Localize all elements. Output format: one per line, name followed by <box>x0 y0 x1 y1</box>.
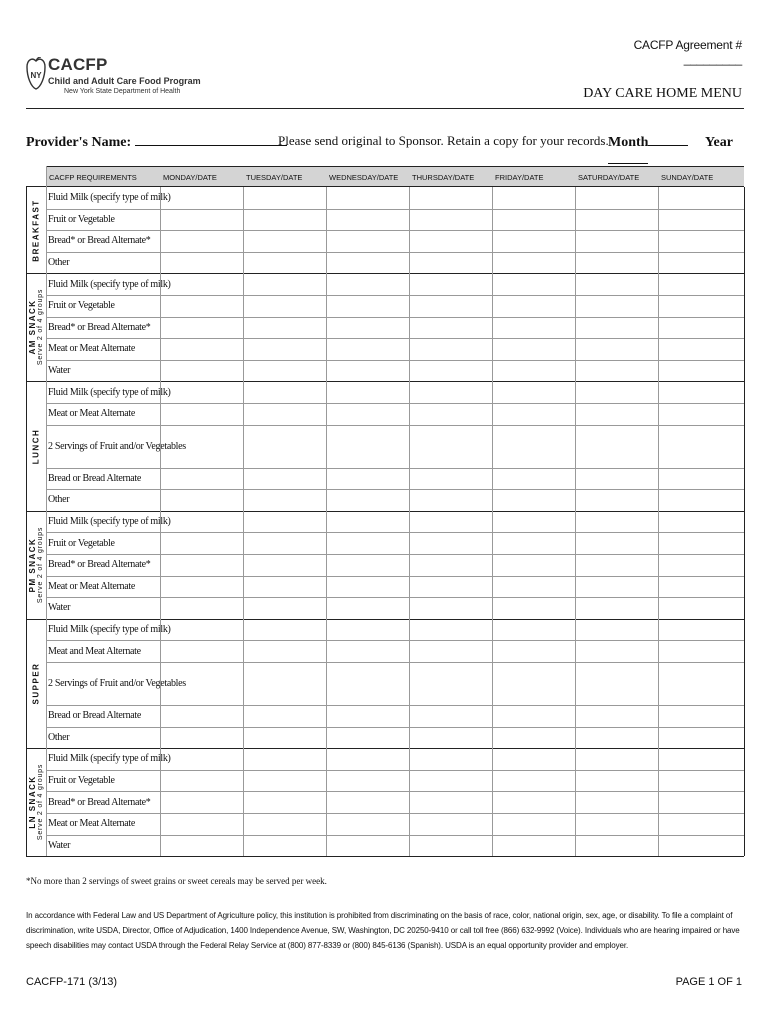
menu-entry-cell[interactable] <box>575 295 658 317</box>
menu-entry-cell[interactable] <box>575 770 658 792</box>
menu-entry-cell[interactable] <box>575 317 658 339</box>
menu-entry-cell[interactable] <box>492 338 575 360</box>
page-number: PAGE 1 OF 1 <box>675 976 742 988</box>
menu-entry-cell[interactable] <box>243 468 326 490</box>
menu-entry-cell[interactable] <box>409 338 492 360</box>
menu-entry-cell[interactable] <box>243 770 326 792</box>
menu-entry-cell[interactable] <box>658 403 744 425</box>
menu-entry-cell[interactable] <box>243 403 326 425</box>
menu-entry-cell[interactable] <box>658 511 744 533</box>
requirement-label: Bread or Bread Alternate <box>48 710 142 722</box>
column-header: WEDNESDAY/DATE <box>326 166 409 187</box>
menu-entry-cell[interactable] <box>326 187 409 209</box>
menu-entry-cell[interactable] <box>326 791 409 813</box>
menu-entry-cell[interactable] <box>409 727 492 749</box>
requirement-label: Water <box>48 365 71 377</box>
menu-entry-cell[interactable] <box>409 576 492 598</box>
menu-entry-cell[interactable] <box>409 705 492 727</box>
menu-entry-cell[interactable] <box>658 360 744 382</box>
meal-label-text <box>28 764 44 840</box>
meal-name: PM SNACK <box>28 537 38 593</box>
column-divider <box>243 187 244 856</box>
menu-entry-cell[interactable] <box>160 619 243 641</box>
year-label: Year <box>704 135 733 150</box>
logo-program: Child and Adult Care Food Program <box>48 76 201 86</box>
form-number: CACFP-171 (3/13) <box>26 976 118 988</box>
menu-entry-cell[interactable] <box>243 489 326 511</box>
menu-entry-cell[interactable] <box>243 835 326 857</box>
menu-entry-cell[interactable] <box>575 748 658 770</box>
column-divider <box>658 187 659 856</box>
menu-entry-cell[interactable] <box>492 791 575 813</box>
menu-entry-cell[interactable] <box>658 468 744 490</box>
requirement-label: Water <box>48 839 71 851</box>
meal-serving-rule: Serve 2 of 4 groups <box>37 289 45 366</box>
menu-entry-cell[interactable] <box>160 252 243 274</box>
meal-name: AM SNACK <box>28 299 38 355</box>
apple-logo-icon <box>26 57 46 91</box>
menu-entry-cell[interactable] <box>160 511 243 533</box>
menu-entry-cell[interactable] <box>326 511 409 533</box>
menu-entry-cell[interactable] <box>243 748 326 770</box>
menu-entry-cell[interactable] <box>326 554 409 576</box>
menu-entry-cell[interactable] <box>326 576 409 598</box>
menu-entry-cell[interactable] <box>160 468 243 490</box>
menu-entry-cell[interactable] <box>492 662 575 705</box>
requirement-label: Fluid Milk (specify type of milk) <box>48 386 171 398</box>
year-line[interactable] <box>608 151 648 164</box>
menu-entry-cell[interactable] <box>658 425 744 468</box>
header-divider <box>26 108 744 109</box>
menu-entry-cell[interactable] <box>409 640 492 662</box>
requirement-label: Other <box>48 494 70 506</box>
menu-entry-cell[interactable] <box>575 662 658 705</box>
requirement-label: Meat and Meat Alternate <box>48 645 141 657</box>
menu-entry-cell[interactable] <box>409 532 492 554</box>
menu-entry-cell[interactable] <box>409 252 492 274</box>
menu-entry-cell[interactable] <box>243 576 326 598</box>
menu-entry-cell[interactable] <box>492 705 575 727</box>
menu-entry-cell[interactable] <box>575 338 658 360</box>
requirement-label: Fruit or Vegetable <box>48 775 115 787</box>
requirement-label: Bread or Bread Alternate <box>48 472 142 484</box>
menu-entry-cell[interactable] <box>409 273 492 295</box>
menu-entry-cell[interactable] <box>409 791 492 813</box>
menu-entry-cell[interactable] <box>243 705 326 727</box>
menu-entry-cell[interactable] <box>575 230 658 252</box>
menu-entry-cell[interactable] <box>575 576 658 598</box>
requirement-label: Bread* or Bread Alternate* <box>48 559 151 571</box>
menu-entry-cell[interactable] <box>492 295 575 317</box>
menu-entry-cell[interactable] <box>243 252 326 274</box>
menu-entry-cell[interactable] <box>492 576 575 598</box>
meal-label <box>26 511 46 619</box>
menu-entry-cell[interactable] <box>492 597 575 619</box>
menu-entry-cell[interactable] <box>492 425 575 468</box>
menu-entry-cell[interactable] <box>409 813 492 835</box>
menu-entry-cell[interactable] <box>243 338 326 360</box>
column-divider <box>409 187 410 856</box>
menu-entry-cell[interactable] <box>160 791 243 813</box>
menu-entry-cell[interactable] <box>492 532 575 554</box>
menu-entry-cell[interactable] <box>409 748 492 770</box>
menu-entry-cell[interactable] <box>160 187 243 209</box>
menu-entry-cell[interactable] <box>658 209 744 231</box>
menu-entry-cell[interactable] <box>409 187 492 209</box>
menu-entry-cell[interactable] <box>160 727 243 749</box>
menu-entry-cell[interactable] <box>243 554 326 576</box>
requirement-label: Water <box>48 602 71 614</box>
menu-entry-cell[interactable] <box>243 640 326 662</box>
menu-entry-cell[interactable] <box>658 187 744 209</box>
menu-entry-cell[interactable] <box>326 662 409 705</box>
column-header: SUNDAY/DATE <box>658 166 744 187</box>
requirement-label: Fluid Milk (specify type of milk) <box>48 278 171 290</box>
menu-entry-cell[interactable] <box>492 489 575 511</box>
menu-entry-cell[interactable] <box>326 403 409 425</box>
meal-label-text <box>32 428 41 464</box>
menu-entry-cell[interactable] <box>243 230 326 252</box>
meal-name: BREAKFAST <box>31 198 41 262</box>
meal-name: LN SNACK <box>28 775 38 829</box>
requirement-label: Meat or Meat Alternate <box>48 343 135 355</box>
meal-label-text <box>28 289 44 365</box>
menu-entry-cell[interactable] <box>243 727 326 749</box>
menu-entry-cell[interactable] <box>492 381 575 403</box>
requirement-label: Meat or Meat Alternate <box>48 408 135 420</box>
menu-entry-cell[interactable] <box>326 705 409 727</box>
menu-entry-cell[interactable] <box>160 425 243 468</box>
menu-entry-cell[interactable] <box>492 209 575 231</box>
menu-entry-cell[interactable] <box>409 770 492 792</box>
menu-entry-cell[interactable] <box>326 727 409 749</box>
menu-entry-cell[interactable] <box>658 317 744 339</box>
menu-entry-cell[interactable] <box>409 381 492 403</box>
grid-left-border <box>26 187 27 856</box>
menu-entry-cell[interactable] <box>326 813 409 835</box>
menu-entry-cell[interactable] <box>243 619 326 641</box>
menu-entry-cell[interactable] <box>658 748 744 770</box>
menu-entry-cell[interactable] <box>658 381 744 403</box>
menu-entry-cell[interactable] <box>160 813 243 835</box>
menu-entry-cell[interactable] <box>243 381 326 403</box>
menu-entry-cell[interactable] <box>492 230 575 252</box>
menu-entry-cell[interactable] <box>160 489 243 511</box>
menu-entry-cell[interactable] <box>160 705 243 727</box>
menu-entry-cell[interactable] <box>409 360 492 382</box>
requirement-label: Bread* or Bread Alternate* <box>48 796 151 808</box>
menu-entry-cell[interactable] <box>575 381 658 403</box>
menu-entry-cell[interactable] <box>575 403 658 425</box>
menu-entry-cell[interactable] <box>658 554 744 576</box>
menu-entry-cell[interactable] <box>575 705 658 727</box>
menu-entry-cell[interactable] <box>658 813 744 835</box>
menu-entry-cell[interactable] <box>326 230 409 252</box>
menu-entry-cell[interactable] <box>658 640 744 662</box>
menu-entry-cell[interactable] <box>575 187 658 209</box>
menu-entry-cell[interactable] <box>409 230 492 252</box>
menu-entry-cell[interactable] <box>409 619 492 641</box>
column-header: MONDAY/DATE <box>160 166 243 187</box>
menu-entry-cell[interactable] <box>160 360 243 382</box>
menu-entry-cell[interactable] <box>326 468 409 490</box>
menu-entry-cell[interactable] <box>575 813 658 835</box>
menu-entry-cell[interactable] <box>409 468 492 490</box>
menu-entry-cell[interactable] <box>160 532 243 554</box>
footnote: *No more than 2 servings of sweet grains or sweet cereals may be served per week. <box>26 876 327 886</box>
menu-entry-cell[interactable] <box>326 338 409 360</box>
corner-cell <box>26 166 46 187</box>
menu-entry-cell[interactable] <box>409 554 492 576</box>
menu-entry-cell[interactable] <box>160 209 243 231</box>
menu-entry-cell[interactable] <box>492 360 575 382</box>
menu-entry-cell[interactable] <box>492 770 575 792</box>
menu-entry-cell[interactable] <box>658 295 744 317</box>
menu-entry-cell[interactable] <box>658 727 744 749</box>
menu-entry-cell[interactable] <box>575 489 658 511</box>
menu-entry-cell[interactable] <box>160 597 243 619</box>
menu-entry-cell[interactable] <box>160 554 243 576</box>
requirement-label: Fruit or Vegetable <box>48 213 115 225</box>
nondiscrimination-statement: In accordance with Federal Law and US Department of Agriculture policy, this institution is prohibited from discriminating on the basis of race, color, national origin, sex, age, or disability. To file a complaint of discrimination, write USDA, Director, Office of Adjudication, 1400 Independence Avenue, SW, Washington, DC 20250-9410 or call toll free (866) 632-9992 (Voice). Individuals who are hearing impaired or have speech disabilities may contact USDA through the Federal Relay Service at (800) 877-8339 or (800) 845-6136 (Spanish). USDA is an equal opportunity provider and employer. <box>26 911 740 950</box>
column-divider <box>492 187 493 856</box>
provider-name-line[interactable] <box>135 133 287 146</box>
requirement-label: Other <box>48 731 70 743</box>
menu-entry-cell[interactable] <box>575 360 658 382</box>
meal-label <box>26 748 46 856</box>
menu-entry-cell[interactable] <box>575 835 658 857</box>
menu-entry-cell[interactable] <box>160 640 243 662</box>
menu-entry-cell[interactable] <box>575 532 658 554</box>
column-header: CACFP REQUIREMENTS <box>46 166 160 187</box>
logo-name: CACFP <box>48 55 108 74</box>
menu-entry-cell[interactable] <box>326 209 409 231</box>
menu-entry-cell[interactable] <box>409 835 492 857</box>
menu-entry-cell[interactable] <box>326 748 409 770</box>
menu-entry-cell[interactable] <box>160 403 243 425</box>
month-line[interactable] <box>648 133 688 146</box>
menu-entry-cell[interactable] <box>243 425 326 468</box>
meal-label <box>26 187 46 273</box>
menu-entry-cell[interactable] <box>658 576 744 598</box>
requirement-label: Fruit or Vegetable <box>48 300 115 312</box>
column-header: FRIDAY/DATE <box>492 166 575 187</box>
menu-entry-cell[interactable] <box>409 295 492 317</box>
menu-entry-cell[interactable] <box>243 597 326 619</box>
menu-entry-cell[interactable] <box>575 597 658 619</box>
column-divider <box>46 166 47 856</box>
svg-text:NY: NY <box>30 71 42 80</box>
menu-entry-cell[interactable] <box>658 338 744 360</box>
sponsor-instruction: Please send original to Sponsor. Retain a copy for your records. <box>278 133 609 148</box>
menu-entry-cell[interactable] <box>658 597 744 619</box>
menu-entry-cell[interactable] <box>160 230 243 252</box>
menu-entry-cell[interactable] <box>575 252 658 274</box>
menu-entry-cell[interactable] <box>160 662 243 705</box>
cacfp-logo <box>26 55 201 103</box>
column-divider <box>160 187 161 856</box>
menu-entry-cell[interactable] <box>409 489 492 511</box>
menu-entry-cell[interactable] <box>409 403 492 425</box>
menu-entry-cell[interactable] <box>658 619 744 641</box>
column-header: TUESDAY/DATE <box>243 166 326 187</box>
menu-entry-cell[interactable] <box>326 597 409 619</box>
meal-label <box>26 273 46 381</box>
menu-entry-cell[interactable] <box>243 317 326 339</box>
requirement-label: Bread* or Bread Alternate* <box>48 235 151 247</box>
meal-divider <box>26 856 744 857</box>
menu-entry-cell[interactable] <box>658 705 744 727</box>
menu-entry-cell[interactable] <box>326 252 409 274</box>
requirement-label: Fluid Milk (specify type of milk) <box>48 753 171 765</box>
column-divider <box>326 187 327 856</box>
menu-entry-cell[interactable] <box>243 511 326 533</box>
menu-entry-cell[interactable] <box>326 317 409 339</box>
meal-name: SUPPER <box>31 662 41 705</box>
menu-entry-cell[interactable] <box>160 317 243 339</box>
menu-entry-cell[interactable] <box>492 640 575 662</box>
menu-entry-cell[interactable] <box>492 554 575 576</box>
meal-label-text <box>28 527 44 603</box>
menu-entry-cell[interactable] <box>243 791 326 813</box>
menu-entry-cell[interactable] <box>409 662 492 705</box>
menu-entry-cell[interactable] <box>658 252 744 274</box>
meal-name: LUNCH <box>31 428 41 464</box>
requirement-label: 2 Servings of Fruit and/or Vegetables <box>48 678 186 689</box>
month-label: Month <box>608 135 649 150</box>
menu-entry-cell[interactable] <box>492 619 575 641</box>
requirement-label: Other <box>48 257 70 269</box>
menu-entry-cell[interactable] <box>243 295 326 317</box>
meal-label-text <box>32 663 41 705</box>
menu-entry-cell[interactable] <box>575 511 658 533</box>
column-header: SATURDAY/DATE <box>575 166 658 187</box>
menu-entry-cell[interactable] <box>243 360 326 382</box>
menu-entry-cell[interactable] <box>160 770 243 792</box>
menu-entry-cell[interactable] <box>492 187 575 209</box>
menu-entry-cell[interactable] <box>243 662 326 705</box>
menu-entry-cell[interactable] <box>575 727 658 749</box>
menu-entry-cell[interactable] <box>575 640 658 662</box>
menu-entry-cell[interactable] <box>243 273 326 295</box>
menu-entry-cell[interactable] <box>160 748 243 770</box>
menu-entry-cell[interactable] <box>326 619 409 641</box>
month-year-fields <box>608 133 770 169</box>
meal-label <box>26 381 46 510</box>
menu-entry-cell[interactable] <box>575 425 658 468</box>
menu-entry-cell[interactable] <box>326 489 409 511</box>
menu-entry-cell[interactable] <box>575 791 658 813</box>
menu-entry-cell[interactable] <box>658 791 744 813</box>
menu-entry-cell[interactable] <box>326 295 409 317</box>
menu-entry-cell[interactable] <box>326 835 409 857</box>
menu-entry-cell[interactable] <box>160 835 243 857</box>
menu-entry-cell[interactable] <box>409 317 492 339</box>
menu-entry-cell[interactable] <box>326 360 409 382</box>
menu-entry-cell[interactable] <box>492 727 575 749</box>
menu-entry-cell[interactable] <box>243 187 326 209</box>
requirement-label: Fluid Milk (specify type of milk) <box>48 624 171 636</box>
requirement-label: 2 Servings of Fruit and/or Vegetables <box>48 440 186 452</box>
logo-department: New York State Department of Health <box>64 88 181 95</box>
menu-entry-cell[interactable] <box>658 489 744 511</box>
menu-entry-cell[interactable] <box>409 597 492 619</box>
menu-entry-cell[interactable] <box>409 425 492 468</box>
menu-entry-cell[interactable] <box>160 338 243 360</box>
column-header: THURSDAY/DATE <box>409 166 492 187</box>
meal-label <box>26 619 46 748</box>
menu-entry-cell[interactable] <box>575 554 658 576</box>
document-title: DAY CARE HOME MENU <box>583 86 742 101</box>
provider-name-field[interactable] <box>26 133 287 151</box>
menu-entry-cell[interactable] <box>658 835 744 857</box>
menu-entry-cell[interactable] <box>575 619 658 641</box>
menu-entry-cell[interactable] <box>492 748 575 770</box>
requirement-label: Meat or Meat Alternate <box>48 580 135 592</box>
requirement-label: Bread* or Bread Alternate* <box>48 321 151 333</box>
menu-entry-cell[interactable] <box>160 295 243 317</box>
menu-entry-cell[interactable] <box>160 576 243 598</box>
menu-entry-cell[interactable] <box>326 532 409 554</box>
menu-entry-cell[interactable] <box>492 468 575 490</box>
requirement-label: Fluid Milk (specify type of milk) <box>48 192 171 204</box>
menu-entry-cell[interactable] <box>243 532 326 554</box>
menu-entry-cell[interactable] <box>326 425 409 468</box>
menu-entry-cell[interactable] <box>492 273 575 295</box>
menu-entry-cell[interactable] <box>492 813 575 835</box>
menu-entry-cell[interactable] <box>409 511 492 533</box>
menu-entry-cell[interactable] <box>575 209 658 231</box>
menu-entry-cell[interactable] <box>492 835 575 857</box>
menu-entry-cell[interactable] <box>575 468 658 490</box>
meal-label-text <box>32 199 41 261</box>
menu-entry-cell[interactable] <box>658 273 744 295</box>
menu-entry-cell[interactable] <box>243 209 326 231</box>
menu-entry-cell[interactable] <box>658 770 744 792</box>
requirement-label: Fluid Milk (specify type of milk) <box>48 516 171 528</box>
menu-entry-cell[interactable] <box>658 662 744 705</box>
meal-serving-rule: Serve 2 of 4 groups <box>37 526 45 603</box>
provider-name-label: Provider's Name: <box>26 135 132 150</box>
requirement-label: Fruit or Vegetable <box>48 537 115 549</box>
menu-entry-cell[interactable] <box>160 381 243 403</box>
menu-entry-cell[interactable] <box>492 317 575 339</box>
menu-entry-cell[interactable] <box>492 403 575 425</box>
menu-entry-cell[interactable] <box>326 273 409 295</box>
menu-entry-cell[interactable] <box>492 511 575 533</box>
menu-entry-cell[interactable] <box>326 381 409 403</box>
requirement-label: Meat or Meat Alternate <box>48 818 135 830</box>
menu-entry-cell[interactable] <box>492 252 575 274</box>
meal-serving-rule: Serve 2 of 4 groups <box>37 764 45 841</box>
menu-entry-cell[interactable] <box>658 230 744 252</box>
column-divider <box>744 187 745 856</box>
menu-entry-cell[interactable] <box>658 532 744 554</box>
agreement-number: CACFP Agreement # _________ <box>633 38 742 66</box>
column-divider <box>575 187 576 856</box>
menu-entry-cell[interactable] <box>160 273 243 295</box>
menu-entry-cell[interactable] <box>409 209 492 231</box>
menu-entry-cell[interactable] <box>326 640 409 662</box>
menu-entry-cell[interactable] <box>243 813 326 835</box>
menu-entry-cell[interactable] <box>326 770 409 792</box>
menu-entry-cell[interactable] <box>575 273 658 295</box>
